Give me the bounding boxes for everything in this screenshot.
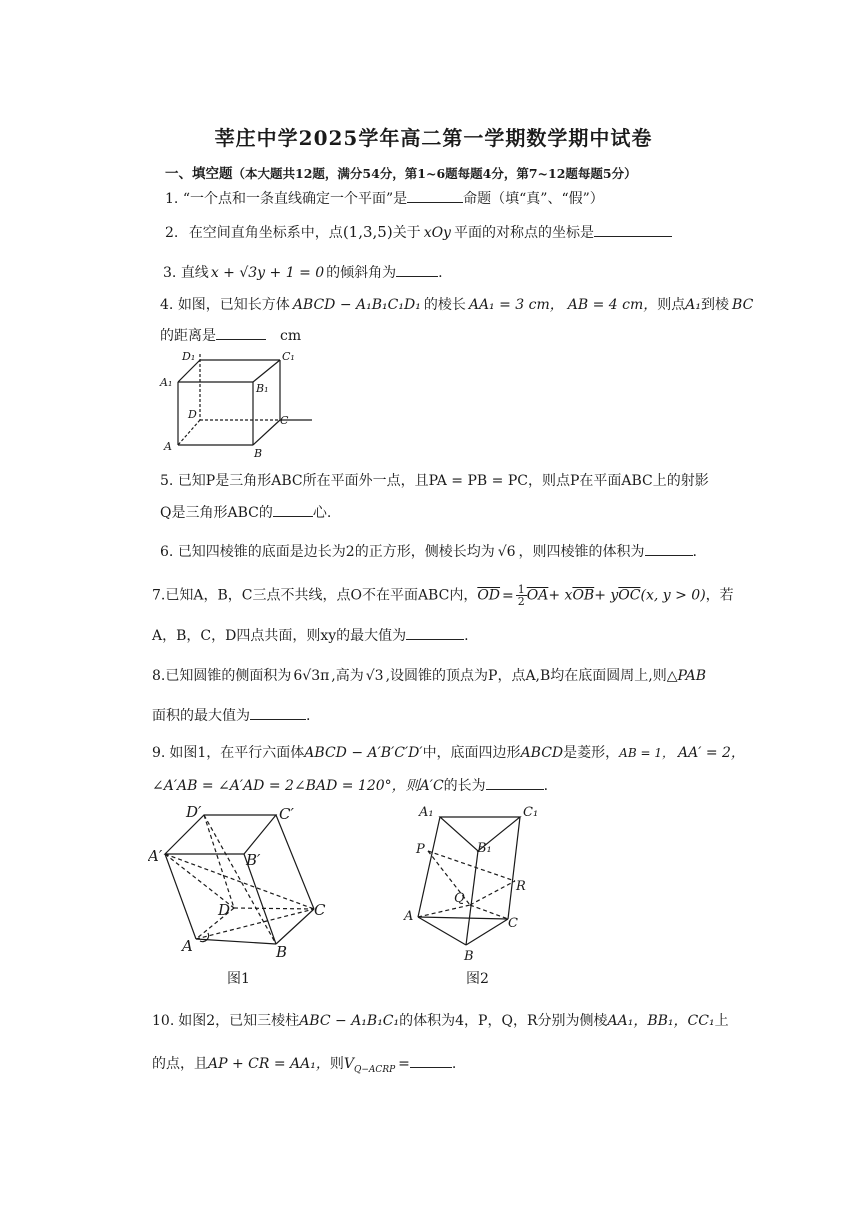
q4-edge1: AA₁ = 3 cm， [468, 297, 564, 313]
edge-bc [276, 909, 314, 944]
q6-number: 6. [160, 544, 174, 560]
q7-plus-x: + x [548, 587, 573, 604]
label-b: B [464, 949, 474, 964]
q2-text-b: 关于 [392, 225, 421, 241]
label-b1: B₁ [256, 382, 269, 395]
edge-d1d [204, 815, 234, 908]
edge-bc [253, 420, 280, 445]
q9-ab: AB = 1， [619, 746, 674, 760]
top-face [165, 815, 276, 854]
label-c: C [280, 414, 289, 427]
q4-text-b: 的棱长 [423, 297, 466, 313]
label-p: P [416, 842, 425, 857]
q5-line1: 已知P是三角形ABC所在平面外一点，且PA = PB = PC，则点P在平面ABC上的射影 [177, 473, 709, 489]
q10-solid: ABC − A₁B₁C₁ [299, 1013, 400, 1029]
segment-qc [470, 905, 508, 919]
q10-text-b: 的体积为4，P，Q，R分别为侧棱 [399, 1013, 608, 1029]
q8-text-a: 已知圆锥的侧面积为 [165, 668, 292, 684]
q2-plane: xOy [423, 225, 451, 241]
q10-eq: = [398, 1056, 410, 1072]
edge-aa1 [418, 817, 440, 917]
diagonal-d1b [204, 815, 276, 944]
label-b: B [276, 943, 288, 961]
label-b: B [254, 447, 263, 460]
question-9-line2: ∠A′AB = ∠A′AD = 2∠BAD = 120°，则A′C的长为 . [152, 775, 548, 795]
prism-figure [398, 796, 558, 966]
q10-text-c: 上 [714, 1013, 729, 1029]
edge-ac [418, 917, 508, 919]
q3-equation: x + √3y + 1 = 0 [210, 265, 325, 281]
figure-1-caption: 图1 [227, 971, 250, 987]
q10-edges: AA₁，BB₁，CC₁ [607, 1013, 715, 1029]
page-title: 莘庄中学2025学年高二第一学期数学期中试卷 [214, 126, 653, 150]
q2-text-a: 在空间直角坐标系中，点 [188, 225, 343, 241]
label-q: Q [454, 891, 465, 906]
question-6: 6. 已知四棱锥的底面是边长为2的正方形，侧棱长均为 √6 ，则四棱锥的体积为 . [160, 541, 697, 561]
q4-unit: cm [280, 328, 302, 344]
question-2 [165, 222, 672, 242]
label-b-prime: B′ [246, 851, 261, 869]
q9-line2-a: ∠A′AB = ∠A′AD = 2∠BAD = 120°，则 [152, 778, 420, 794]
label-d-prime: D′ [186, 803, 202, 821]
q8-number: 8. [152, 668, 166, 684]
q7-vector-ob: $\overline{OB}$ [572, 587, 595, 604]
q4-text-d: 到棱 [701, 297, 730, 313]
question-8-line2: 面积的最大值为 . [152, 705, 310, 725]
q7-line2: A，B，C，D四点共面，则xy的最大值为 [152, 628, 407, 644]
question-5-line2 [160, 502, 331, 522]
question-1 [165, 188, 604, 208]
label-r: R [516, 879, 526, 894]
cuboid-figure [150, 342, 320, 460]
q4-text-a: 如图，已知长方体 [177, 297, 290, 313]
q4-text-c: 则点 [657, 297, 686, 313]
q10-text-d: 则 [329, 1056, 344, 1072]
segment-pr [428, 851, 515, 881]
diagonal-ac [196, 909, 314, 939]
q7-condition: (x, y > 0) [640, 587, 706, 604]
label-a: A [164, 440, 172, 453]
q10-volume-subscript: Q−ACRP [354, 1064, 396, 1075]
edge-dc [234, 908, 314, 909]
q10-volume: V [343, 1056, 355, 1072]
question-4 [160, 294, 753, 314]
section-note: （本大题共12题，满分54分，第1~6题每题4分，第7~12题每题5分） [232, 166, 637, 181]
q9-text-a: 如图1，在平行六面体 [169, 745, 305, 761]
q8-text-c: ,设圆锥的顶点为P，点A,B均在底面圆周上,则 [385, 668, 667, 684]
q4-point: A₁ [685, 297, 702, 313]
q6-answer-blank[interactable] [645, 541, 693, 556]
label-a1: A₁ [160, 376, 173, 389]
q6-text-a: 已知四棱锥的底面是边长为2的正方形，侧棱长均为 [177, 544, 495, 560]
q7-frac-den: 2 [517, 595, 525, 608]
q9-answer-blank[interactable] [486, 775, 544, 790]
q2-answer-blank[interactable] [594, 222, 672, 237]
q7-vector-oc: $\overline{OC}$ [618, 587, 641, 604]
q7-number: 7. [152, 587, 166, 604]
label-c1: C₁ [523, 805, 539, 820]
edge-a1a [165, 854, 196, 939]
q8-triangle: △PAB [666, 668, 707, 684]
parallelepiped-figure [148, 803, 348, 963]
q3-number: 3. [163, 265, 177, 281]
section-label: 一、填空题 [165, 166, 233, 182]
q7-fraction [516, 584, 527, 607]
question-8 [152, 665, 706, 685]
label-b1: B₁ [477, 841, 492, 856]
figure-2-caption: 图2 [466, 971, 489, 987]
label-d: D [188, 408, 197, 421]
q8-height: √3 [365, 668, 384, 684]
diagonal-a1c [165, 854, 314, 909]
q1-text-b: 命题（填“真”、“假”） [463, 191, 604, 207]
label-d: D [218, 901, 231, 919]
q7-answer-blank[interactable] [406, 625, 464, 640]
label-a: A [404, 909, 414, 924]
q9-solid: ABCD − A′B′C′D′ [304, 745, 423, 761]
q8-answer-blank[interactable] [250, 705, 306, 720]
q2-number: 2. [165, 225, 179, 241]
edge-ab [418, 917, 466, 945]
q4-number: 4. [160, 297, 174, 313]
label-a: A [182, 937, 193, 955]
edge-c1c [276, 815, 314, 909]
edge-cc1 [508, 817, 520, 919]
q5-answer-blank[interactable] [273, 502, 313, 517]
q9-number: 9. [152, 745, 166, 761]
question-7 [152, 584, 734, 607]
q7-frac-num: 1 [517, 583, 525, 596]
q7-eq: = [502, 587, 514, 604]
edge-c1b1 [253, 360, 280, 382]
q7-vector-oa: $\overline{OA}$ [526, 587, 549, 604]
question-3: 3. 直线 x + √3y + 1 = 0 的倾斜角为 . [163, 262, 443, 282]
q5-number: 5. [160, 473, 174, 489]
q7-vector-od: $\overline{OD}$ [477, 587, 501, 604]
q9-text-c: 是菱形， [563, 745, 620, 761]
question-5 [160, 470, 709, 490]
question-10 [152, 1010, 729, 1030]
q3-text-b: 的倾斜角为 [326, 265, 397, 281]
q10-text-a: 如图2，已知三棱柱 [178, 1013, 300, 1029]
q1-number: 1. [165, 191, 179, 207]
q2-point: (1,3,5) [342, 223, 393, 241]
q10-number: 10. [152, 1013, 175, 1029]
q3-text-a: 直线 [180, 265, 209, 281]
q9-line2-b: 的长为 [443, 778, 486, 794]
q6-text-b: ，则四棱锥的体积为 [518, 544, 645, 560]
q2-text-c: 平面的对称点的坐标是 [453, 225, 594, 241]
segment-aq [418, 905, 470, 917]
q8-area: 6√3π [293, 668, 330, 684]
edge-ab [196, 939, 276, 944]
segment-qr [470, 881, 515, 905]
q9-aa: AA′ = 2， [677, 745, 745, 761]
q7-text-b: ，若 [705, 587, 734, 604]
q1-text-a: “一个点和一条直线确定一个平面”是 [182, 191, 408, 207]
q3-answer-blank[interactable] [396, 262, 438, 277]
q7-text-a: 已知A，B，C三点不共线，点O不在平面ABC内， [165, 587, 478, 604]
section-header [165, 162, 637, 182]
label-d1: D₁ [182, 350, 196, 363]
edge-bc [466, 919, 508, 945]
q10-line2: 的点，且 [152, 1056, 208, 1072]
q7-plus-y: + y [594, 587, 619, 604]
q6-sqrt: √6 [497, 544, 516, 560]
q4-edge2: AB = 4 cm， [567, 297, 658, 313]
label-c: C [508, 916, 518, 931]
question-7-line2: A，B，C，D四点共面，则xy的最大值为 . [152, 625, 469, 645]
q8-text-b: ,高为 [331, 668, 364, 684]
q4-solid: ABCD − A₁B₁C₁D₁ [292, 297, 421, 313]
q10-condition: AP + CR = AA₁， [208, 1056, 330, 1072]
q5-line2-a: Q是三角形ABC的 [160, 505, 273, 521]
q9-ac: A′C [419, 778, 444, 794]
q4-answer-blank[interactable] [216, 325, 266, 340]
q4-line2: 的距离是 [160, 328, 216, 344]
label-c-prime: C′ [279, 805, 294, 823]
question-9 [152, 742, 745, 762]
q5-line2-b: 心. [312, 505, 332, 521]
q9-text-b: 中，底面四边形 [422, 745, 521, 761]
label-a-prime: A′ [148, 847, 163, 865]
edge-d1a1 [178, 360, 200, 382]
label-a1: A₁ [419, 805, 434, 820]
q1-answer-blank[interactable] [407, 188, 463, 203]
q9-base: ABCD [520, 745, 564, 761]
question-10-line2: 的点，且AP + CR = AA₁，则$V_{Q-ACRP}$ = . [152, 1053, 456, 1075]
label-c1: C₁ [282, 350, 295, 363]
q10-answer-blank[interactable] [410, 1053, 452, 1068]
q8-line2: 面积的最大值为 [152, 708, 250, 724]
edge-da [178, 420, 200, 445]
q4-edge: BC [732, 297, 754, 313]
label-c: C [314, 901, 326, 919]
